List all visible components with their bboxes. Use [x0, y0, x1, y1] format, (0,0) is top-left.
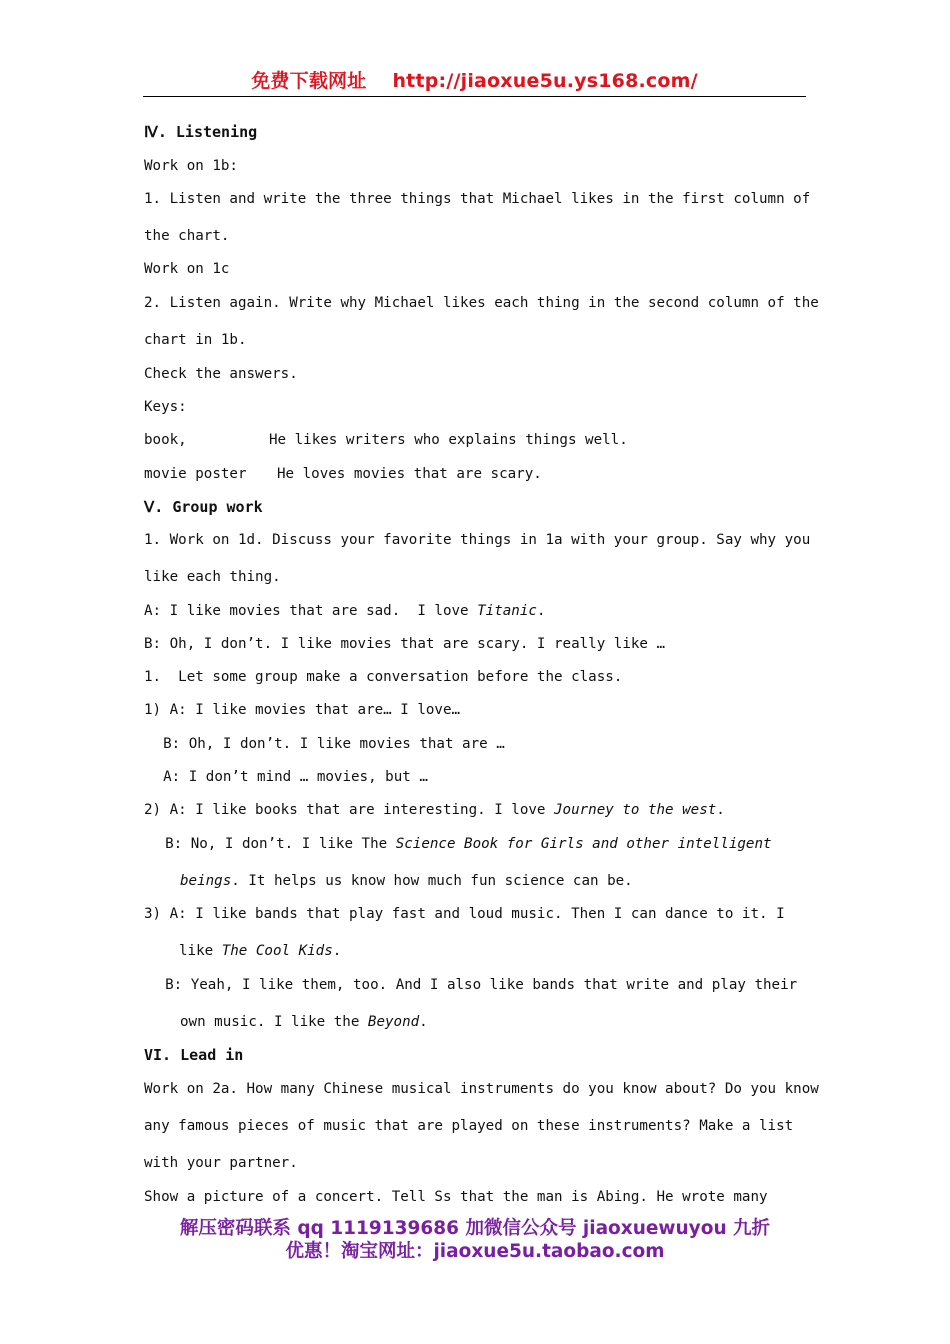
title-span: beings	[180, 873, 232, 889]
footer-line-shop: 优惠！淘宝网址：jiaoxue5u.taobao.com	[285, 1241, 665, 1262]
text-line: like each thing.	[144, 569, 281, 585]
dialogue-line: B: Yeah, I like them, too. And I also like bands that write and play their	[148, 977, 798, 993]
dialogue-line	[144, 800, 725, 820]
text-line: chart in 1b.	[144, 332, 247, 348]
dialogue-line	[180, 1012, 428, 1032]
text-span: own music. I like the	[180, 1014, 368, 1030]
key-answer: He likes writers who explains things well.	[269, 432, 628, 448]
key-item: movie poster	[144, 466, 247, 482]
key-item: book,	[144, 432, 187, 448]
title-span: Journey to the west	[554, 802, 717, 818]
dialogue-line	[144, 601, 545, 621]
title-span: The Cool Kids	[221, 943, 333, 959]
text-span: . It helps us know how much fun science can be.	[231, 873, 633, 889]
text-span: .	[716, 802, 725, 818]
text-span: .	[332, 943, 342, 959]
text-span: like	[179, 943, 222, 959]
text-line: the chart.	[144, 228, 230, 244]
text-span: 2) A: I like books that are interesting. I love	[144, 802, 554, 818]
page-footer	[0, 1217, 950, 1263]
dialogue-line: A: I don’t mind … movies, but …	[146, 769, 428, 785]
title-span: Titanic	[477, 603, 537, 619]
header-text	[251, 70, 698, 92]
footer-line-contact: 解压密码联系 qq 1119139686 加微信公众号 jiaoxuewuyou 九折	[179, 1218, 771, 1239]
title-span: Beyond	[367, 1014, 420, 1030]
text-line: Work on 1c	[144, 261, 230, 277]
text-line: any famous pieces of music that are played on these instruments? Make a list	[144, 1118, 794, 1134]
text-line: Work on 2a. How many Chinese musical instruments do you know about? Do you know	[144, 1081, 819, 1097]
page-header	[143, 66, 806, 97]
text-span: B: No, I don’t. I like The	[148, 836, 396, 852]
text-line: with your partner.	[144, 1155, 298, 1171]
section-heading-listening: Ⅳ. Listening	[144, 123, 258, 141]
text-line: Work on 1b:	[144, 158, 238, 174]
dialogue-line	[179, 941, 341, 961]
title-span: Science Book for Girls and other intelligent	[395, 836, 772, 852]
header-label: 免费下载网址	[251, 70, 367, 92]
dialogue-line: 1) A: I like movies that are… I love…	[144, 702, 461, 718]
text-line: 1. Listen and write the three things that Michael likes in the first column of	[144, 191, 811, 207]
dialogue-line	[148, 834, 772, 854]
dialogue-line: B: Oh, I don’t. I like movies that are scary. I really like …	[144, 636, 666, 652]
text-line: 1. Let some group make a conversation before the class.	[144, 669, 623, 685]
dialogue-line: B: Oh, I don’t. I like movies that are …	[146, 736, 505, 752]
text-span: A: I like movies that are sad. I love	[144, 603, 478, 619]
section-heading-group-work: Ⅴ. Group work	[144, 498, 263, 516]
text-span: .	[419, 1014, 428, 1030]
section-heading-lead-in: VI. Lead in	[144, 1046, 244, 1064]
dialogue-line: 3) A: I like bands that play fast and loud music. Then I can dance to it. I	[144, 906, 785, 922]
header-url-link[interactable]: http://jiaoxue5u.ys168.com/	[392, 70, 698, 92]
text-line: Show a picture of a concert. Tell Ss that the man is Abing. He wrote many	[144, 1189, 768, 1205]
text-line: 1. Work on 1d. Discuss your favorite things in 1a with your group. Say why you	[144, 532, 811, 548]
text-span: .	[536, 603, 546, 619]
text-line: Check the answers.	[144, 366, 298, 382]
text-line: Keys:	[144, 399, 187, 415]
text-line: 2. Listen again. Write why Michael likes each thing in the second column of the	[144, 295, 819, 311]
dialogue-line	[180, 871, 633, 891]
key-answer: He loves movies that are scary.	[277, 466, 542, 482]
